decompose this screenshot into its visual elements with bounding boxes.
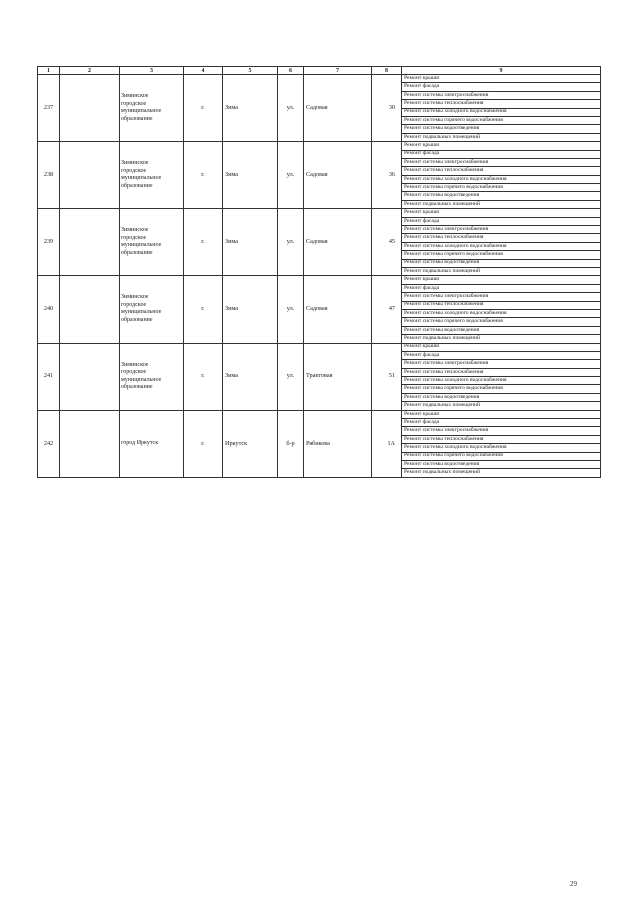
municipality-cell: Зиминское городское муниципальное образование (120, 343, 184, 410)
column-2-cell (60, 276, 120, 343)
work-type-cell: Ремонт фасада (402, 83, 601, 91)
work-type-cell: Ремонт системы теплоснабжения (402, 435, 601, 443)
street-type-cell: б-р (278, 410, 304, 477)
street-name-cell: Трактовая (304, 343, 372, 410)
work-type-cell: Ремонт системы горячего водоснабжения (402, 184, 601, 192)
locality-type-cell: г. (184, 209, 223, 276)
work-type-cell: Ремонт системы холодного водоснабжения (402, 309, 601, 317)
column-2-cell (60, 142, 120, 209)
work-type-cell: Ремонт системы водоотведения (402, 192, 601, 200)
street-name-cell: Садовая (304, 75, 372, 142)
work-type-cell: Ремонт системы водоотведения (402, 326, 601, 334)
work-type-cell: Ремонт системы горячего водоснабжения (402, 116, 601, 124)
house-number-cell: 36 (372, 142, 402, 209)
work-type-cell: Ремонт крыши (402, 410, 601, 418)
work-type-cell: Ремонт фасада (402, 217, 601, 225)
street-type-cell: ул. (278, 142, 304, 209)
city-cell: Зима (223, 142, 278, 209)
street-name-cell: Садовая (304, 142, 372, 209)
work-type-cell: Ремонт системы электроснабжения (402, 91, 601, 99)
work-type-cell: Ремонт системы водоотведения (402, 259, 601, 267)
work-type-cell: Ремонт крыши (402, 142, 601, 150)
locality-type-cell: г. (184, 142, 223, 209)
col-header-2: 2 (60, 67, 120, 75)
work-type-cell: Ремонт системы холодного водоснабжения (402, 444, 601, 452)
work-type-cell: Ремонт подвальных помещений (402, 469, 601, 477)
work-type-cell: Ремонт системы электроснабжения (402, 360, 601, 368)
work-type-cell: Ремонт системы теплоснабжения (402, 234, 601, 242)
work-type-cell: Ремонт крыши (402, 276, 601, 284)
table-body (38, 75, 601, 478)
street-name-cell: Рябикова (304, 410, 372, 477)
house-number-cell: 30 (372, 75, 402, 142)
house-number-cell: 45 (372, 209, 402, 276)
table-row (38, 343, 601, 351)
col-header-9: 9 (402, 67, 601, 75)
street-type-cell: ул. (278, 276, 304, 343)
work-type-cell: Ремонт системы теплоснабжения (402, 100, 601, 108)
municipality-cell: Зиминское городское муниципальное образование (120, 276, 184, 343)
work-type-cell: Ремонт системы водоотведения (402, 460, 601, 468)
repair-program-table (37, 66, 601, 478)
locality-type-cell: г. (184, 75, 223, 142)
city-cell: Зима (223, 209, 278, 276)
municipality-cell: Зиминское городское муниципальное образование (120, 142, 184, 209)
column-2-cell (60, 410, 120, 477)
work-type-cell: Ремонт фасада (402, 351, 601, 359)
col-header-8: 8 (372, 67, 402, 75)
city-cell: Иркутск (223, 410, 278, 477)
work-type-cell: Ремонт подвальных помещений (402, 133, 601, 141)
work-type-cell: Ремонт подвальных помещений (402, 267, 601, 275)
record-number-cell: 241 (38, 343, 60, 410)
work-type-cell: Ремонт системы горячего водоснабжения (402, 385, 601, 393)
work-type-cell: Ремонт системы электроснабжения (402, 293, 601, 301)
street-type-cell: ул. (278, 209, 304, 276)
work-type-cell: Ремонт системы холодного водоснабжения (402, 108, 601, 116)
table-header-row (38, 67, 601, 75)
work-type-cell: Ремонт системы водоотведения (402, 393, 601, 401)
table-row (38, 410, 601, 418)
city-cell: Зима (223, 276, 278, 343)
col-header-7: 7 (304, 67, 372, 75)
house-number-cell: 47 (372, 276, 402, 343)
work-type-cell: Ремонт системы теплоснабжения (402, 368, 601, 376)
work-type-cell: Ремонт системы горячего водоснабжения (402, 318, 601, 326)
street-type-cell: ул. (278, 75, 304, 142)
work-type-cell: Ремонт системы электроснабжения (402, 158, 601, 166)
record-number-cell: 239 (38, 209, 60, 276)
work-type-cell: Ремонт системы теплоснабжения (402, 167, 601, 175)
record-number-cell: 237 (38, 75, 60, 142)
city-cell: Зима (223, 343, 278, 410)
work-type-cell: Ремонт системы электроснабжения (402, 427, 601, 435)
work-type-cell: Ремонт фасада (402, 419, 601, 427)
street-name-cell: Садовая (304, 209, 372, 276)
work-type-cell: Ремонт крыши (402, 343, 601, 351)
record-number-cell: 238 (38, 142, 60, 209)
work-type-cell: Ремонт подвальных помещений (402, 200, 601, 208)
street-name-cell: Садовая (304, 276, 372, 343)
locality-type-cell: г. (184, 410, 223, 477)
col-header-5: 5 (223, 67, 278, 75)
work-type-cell: Ремонт системы горячего водоснабжения (402, 452, 601, 460)
city-cell: Зима (223, 75, 278, 142)
record-number-cell: 242 (38, 410, 60, 477)
work-type-cell: Ремонт системы холодного водоснабжения (402, 242, 601, 250)
col-header-3: 3 (120, 67, 184, 75)
column-2-cell (60, 343, 120, 410)
table-row (38, 142, 601, 150)
col-header-4: 4 (184, 67, 223, 75)
municipality-cell: город Иркутск (120, 410, 184, 477)
work-type-cell: Ремонт системы горячего водоснабжения (402, 251, 601, 259)
col-header-6: 6 (278, 67, 304, 75)
work-type-cell: Ремонт системы холодного водоснабжения (402, 175, 601, 183)
municipality-cell: Зиминское городское муниципальное образование (120, 209, 184, 276)
work-type-cell: Ремонт крыши (402, 209, 601, 217)
locality-type-cell: г. (184, 276, 223, 343)
table-row (38, 75, 601, 83)
municipality-cell: Зиминское городское муниципальное образование (120, 75, 184, 142)
work-type-cell: Ремонт подвальных помещений (402, 402, 601, 410)
table-row (38, 209, 601, 217)
work-type-cell: Ремонт подвальных помещений (402, 335, 601, 343)
house-number-cell: 1А (372, 410, 402, 477)
column-2-cell (60, 209, 120, 276)
work-type-cell: Ремонт системы электроснабжения (402, 226, 601, 234)
record-number-cell: 240 (38, 276, 60, 343)
locality-type-cell: г. (184, 343, 223, 410)
street-type-cell: ул. (278, 343, 304, 410)
table-row (38, 276, 601, 284)
work-type-cell: Ремонт системы теплоснабжения (402, 301, 601, 309)
column-2-cell (60, 75, 120, 142)
house-number-cell: 51 (372, 343, 402, 410)
work-type-cell: Ремонт системы холодного водоснабжения (402, 377, 601, 385)
col-header-1: 1 (38, 67, 60, 75)
work-type-cell: Ремонт системы водоотведения (402, 125, 601, 133)
page-number: 29 (570, 880, 577, 888)
work-type-cell: Ремонт фасада (402, 284, 601, 292)
work-type-cell: Ремонт крыши (402, 75, 601, 83)
work-type-cell: Ремонт фасада (402, 150, 601, 158)
